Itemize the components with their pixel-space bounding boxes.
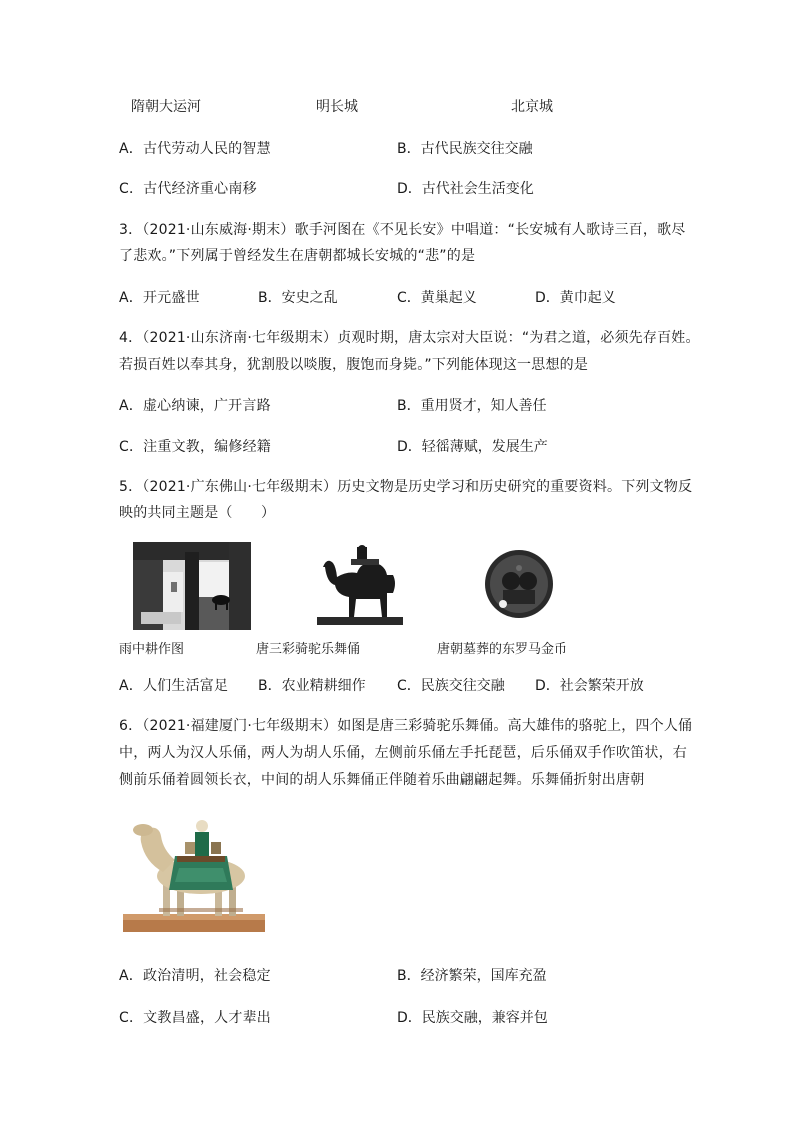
- q3-option-d: D．黄巾起义: [535, 290, 616, 306]
- q3-stem-line-2: 了悲欢。”下列属于曾经发生在唐朝都城长安城的“悲”的是: [119, 248, 476, 264]
- rain-farming-painting-image: [133, 542, 251, 630]
- q4-option-a: A．虚心纳谏，广开言路: [119, 398, 271, 414]
- caption-gold-coin: 唐朝墓葬的东罗马金币: [437, 642, 568, 657]
- q6-stem-line-3: 侧前乐俑着圆领长衣，中间的胡人乐舞俑正伴随着乐曲翩翩起舞。乐舞俑折射出唐朝: [119, 772, 645, 788]
- q3-stem-line-1: 3．（2021·山东威海·期末）歌手河图在《不见长安》中唱道：“长安城有人歌诗三百，歌尽: [119, 222, 686, 238]
- q4-option-c: C．注重文教，编修经籍: [119, 439, 271, 455]
- caption-rain-farming: 雨中耕作图: [119, 642, 185, 657]
- q6-stem-line-2: 中，两人为汉人乐俑，两人为胡人乐俑，左侧前乐俑左手托琵琶，后乐俑双手作吹笛状，右: [119, 745, 687, 761]
- caption-camel-figurine: 唐三彩骑驼乐舞俑: [256, 642, 361, 657]
- tang-sancai-camel-image-small: [313, 545, 405, 627]
- q3-option-a: A．开元盛世: [119, 290, 200, 306]
- q5-option-a: A．人们生活富足: [119, 678, 229, 694]
- q5-option-c: C．民族交往交融: [397, 678, 505, 694]
- q4-stem-line-1: 4．（2021·山东济南·七年级期末）贞观时期，唐太宗对大臣说：“为君之道，必须先存百姓。: [119, 330, 700, 346]
- q6-option-d: D．民族交融，兼容并包: [397, 1010, 548, 1026]
- q4-option-b: B．重用贤才，知人善任: [397, 398, 547, 414]
- q5-stem-line-2: 映的共同主题是（ ）: [119, 505, 276, 521]
- q3-option-c: C．黄巢起义: [397, 290, 477, 306]
- q2-option-c: C．古代经济重心南移: [119, 181, 257, 197]
- q2-option-b: B．古代民族交往交融: [397, 141, 533, 157]
- caption-grand-canal: 隋朝大运河: [131, 99, 201, 115]
- q5-option-d: D．社会繁荣开放: [535, 678, 644, 694]
- tang-sancai-camel-image-color: [119, 812, 269, 942]
- q5-stem-line-1: 5．（2021·广东佛山·七年级期末）历史文物是历史学习和历史研究的重要资料。下列文物反: [119, 479, 693, 495]
- q4-option-d: D．轻徭薄赋，发展生产: [397, 439, 548, 455]
- q3-option-b: B．安史之乱: [258, 290, 338, 306]
- caption-ming-great-wall: 明长城: [316, 99, 358, 115]
- q6-stem-line-1: 6．（2021·福建厦门·七年级期末）如图是唐三彩骑驼乐舞俑。高大雄伟的骆驼上，四个人俑: [119, 718, 693, 734]
- q2-option-a: A．古代劳动人民的智慧: [119, 141, 271, 157]
- q6-option-a: A．政治清明，社会稳定: [119, 968, 271, 984]
- caption-beijing-city: 北京城: [511, 99, 553, 115]
- q6-option-c: C．文教昌盛，人才辈出: [119, 1010, 271, 1026]
- q4-stem-line-2: 若损百姓以奉其身，犹割股以啖腹，腹饱而身毙。”下列能体现这一思想的是: [119, 357, 589, 373]
- byzantine-gold-coin-image: [483, 548, 555, 620]
- q5-option-b: B．农业精耕细作: [258, 678, 366, 694]
- q6-option-b: B．经济繁荣，国库充盈: [397, 968, 547, 984]
- q2-option-d: D．古代社会生活变化: [397, 181, 534, 197]
